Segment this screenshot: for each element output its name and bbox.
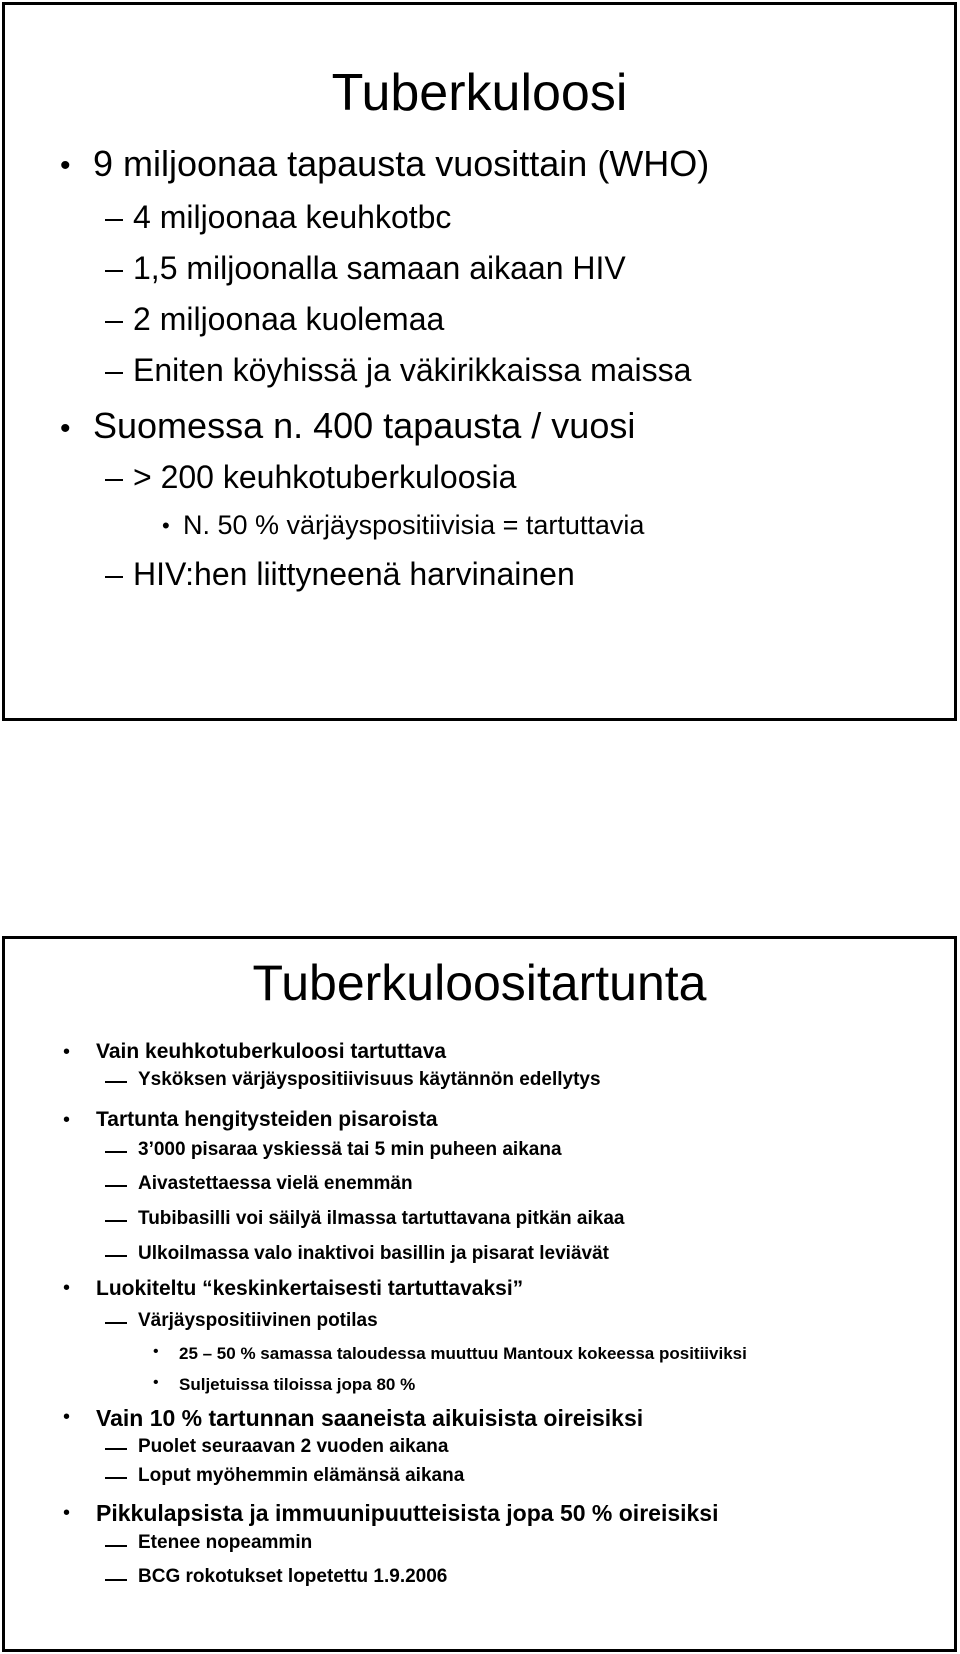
bullet-item: 9 miljoonaa tapausta vuosittain (WHO) bbox=[93, 143, 710, 184]
sub-bullet-item: Tubibasilli voi säilyä ilmassa tartuttavana pitkän aikaa bbox=[138, 1208, 625, 1229]
dash-icon bbox=[105, 1477, 127, 1479]
slide-tuberkuloositartunta bbox=[2, 936, 957, 1652]
dash-icon bbox=[105, 1579, 127, 1581]
sub-bullet-item: Aivastettaessa vielä enemmän bbox=[138, 1173, 413, 1194]
dash-icon bbox=[105, 1185, 127, 1187]
dash-icon bbox=[105, 479, 123, 481]
bullet-icon: • bbox=[60, 149, 71, 182]
dash-icon bbox=[105, 1322, 127, 1324]
dash-icon bbox=[105, 1081, 127, 1083]
bullet-icon: • bbox=[60, 412, 71, 445]
sub-bullet-item: Puolet seuraavan 2 vuoden aikana bbox=[138, 1436, 449, 1457]
dash-icon bbox=[105, 219, 123, 221]
dash-icon bbox=[105, 1448, 127, 1450]
sub-bullet-item: 3’000 pisaraa yskiessä tai 5 min puheen aikana bbox=[138, 1139, 562, 1160]
bullet-icon: • bbox=[63, 1041, 71, 1063]
bullet-icon: • bbox=[63, 1502, 71, 1524]
slide-tuberkuloosi bbox=[2, 2, 957, 721]
dash-icon bbox=[105, 321, 123, 323]
sub-sub-bullet-item: N. 50 % värjäyspositiivisia = tartuttavia bbox=[183, 510, 645, 540]
dash-icon bbox=[105, 372, 123, 374]
dash-icon bbox=[105, 1255, 127, 1257]
sub-sub-bullet-item: Suljetuissa tiloissa jopa 80 % bbox=[179, 1375, 416, 1394]
sub-sub-bullet-item: 25 – 50 % samassa taloudessa muuttuu Mantoux kokeessa positiiviksi bbox=[179, 1344, 747, 1363]
sub-bullet-item: BCG rokotukset lopetettu 1.9.2006 bbox=[138, 1566, 448, 1587]
bullet-icon: • bbox=[63, 1406, 71, 1428]
dash-icon bbox=[105, 576, 123, 578]
slide-title: Tuberkuloositartunta bbox=[252, 955, 707, 1011]
bullet-icon: • bbox=[63, 1109, 71, 1131]
bullet-item: Suomessa n. 400 tapausta / vuosi bbox=[93, 405, 636, 446]
sub-bullet-item: Ulkoilmassa valo inaktivoi basillin ja pisarat leviävät bbox=[138, 1243, 609, 1264]
sub-bullet-item: 2 miljoonaa kuolemaa bbox=[133, 301, 445, 337]
dash-icon bbox=[105, 1151, 127, 1153]
bullet-item: Vain keuhkotuberkuloosi tartuttava bbox=[96, 1040, 447, 1063]
sub-bullet-item: Loput myöhemmin elämänsä aikana bbox=[138, 1465, 465, 1486]
sub-bullet-item: Etenee nopeammin bbox=[138, 1532, 313, 1553]
bullet-icon: • bbox=[153, 1374, 159, 1391]
bullet-icon: • bbox=[153, 1343, 159, 1360]
sub-bullet-item: Eniten köyhissä ja väkirikkaissa maissa bbox=[133, 352, 692, 388]
sub-bullet-item: 1,5 miljoonalla samaan aikaan HIV bbox=[133, 250, 626, 286]
slide-title: Tuberkuloosi bbox=[331, 64, 628, 122]
sub-bullet-item: HIV:hen liittyneenä harvinainen bbox=[133, 556, 575, 592]
bullet-item: Vain 10 % tartunnan saaneista aikuisista oireisiksi bbox=[96, 1405, 644, 1431]
dash-icon bbox=[105, 1220, 127, 1222]
sub-bullet-item: 4 miljoonaa keuhkotbc bbox=[133, 199, 452, 235]
sub-bullet-item: > 200 keuhkotuberkuloosia bbox=[133, 459, 517, 495]
bullet-item: Luokiteltu “keskinkertaisesti tartuttavaksi” bbox=[96, 1277, 524, 1300]
bullet-item: Tartunta hengitysteiden pisaroista bbox=[96, 1108, 438, 1131]
bullet-item: Pikkulapsista ja immuunipuutteisista jopa 50 % oireisiksi bbox=[96, 1500, 719, 1526]
bullet-icon: • bbox=[63, 1277, 71, 1299]
sub-bullet-item: Ysköksen värjäyspositiivisuus käytännön edellytys bbox=[138, 1069, 601, 1090]
sub-bullet-item: Värjäyspositiivinen potilas bbox=[138, 1310, 378, 1331]
dash-icon bbox=[105, 1545, 127, 1547]
dash-icon bbox=[105, 270, 123, 272]
bullet-icon: • bbox=[162, 513, 170, 538]
